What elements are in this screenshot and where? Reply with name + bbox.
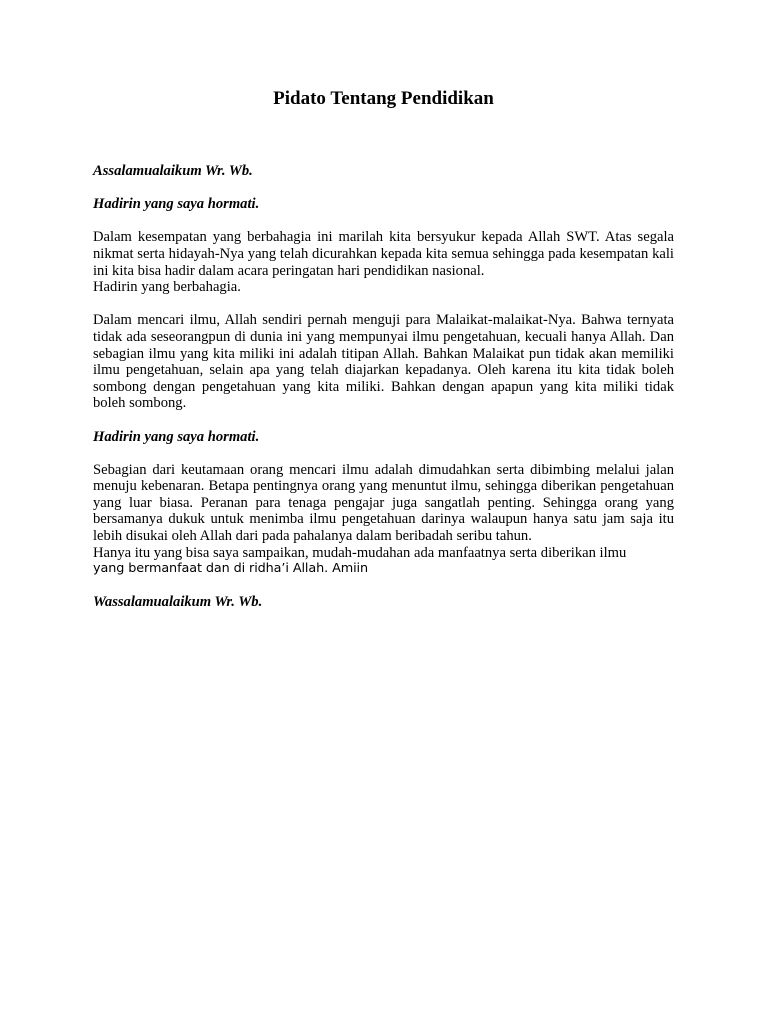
salutation-1: Hadirin yang saya hormati. bbox=[93, 196, 260, 213]
spacer bbox=[93, 296, 674, 313]
paragraph-4-main: Hanya itu yang bisa saya sampaikan, mudah-mudahan ada manfaatnya serta diberikan ilmu bbox=[93, 544, 627, 561]
paragraph-2: Dalam mencari ilmu, Allah sendiri pernah menguji para Malaikat-malaikat-Nya. Bahwa ternyata tidak ada seseorangpun di dunia ini yang mempunyai ilmu pengetahuan, kecuali hanya Allah. Dan sebagian ilmu yang kita miliki ini adalah titipan Allah. Bahkan Malaikat pun tidak akan memiliki ilmu pengetahuan, selain apa yang telah diajarkan kepadanya. Oleh karena itu kita tidak boleh sombong dengan pengetahuan yang kita miliki. Bahkan dengan apapun yang kita miliki tidak boleh sombong. bbox=[93, 312, 674, 412]
closing: Wassalamualaikum Wr. Wb. bbox=[93, 594, 263, 611]
spacer bbox=[93, 578, 674, 595]
spacer bbox=[93, 180, 674, 197]
spacer bbox=[93, 445, 674, 462]
salutation-2: Hadirin yang saya hormati. bbox=[93, 428, 260, 445]
greeting: Assalamualaikum Wr. Wb. bbox=[93, 163, 253, 179]
spacer bbox=[93, 412, 674, 429]
document-title: Pidato Tentang Pendidikan bbox=[273, 88, 494, 109]
paragraph-4-tail: yang bermanfaat dan di ridha’i Allah. Amiin bbox=[93, 561, 369, 577]
paragraph-1-tail: Hadirin yang berbahagia. bbox=[93, 279, 241, 296]
spacer bbox=[93, 213, 674, 230]
paragraph-1: Dalam kesempatan yang berbahagia ini marilah kita bersyukur kepada Allah SWT. Atas segala nikmat serta hidayah-Nya yang telah dicurahkan kepada kita semua sehingga pada kesempatan kali ini kita bisa hadir dalam acara peringatan hari pendidikan nasional. bbox=[93, 229, 674, 279]
paragraph-3: Sebagian dari keutamaan orang mencari ilmu adalah dimudahkan serta dibimbing melalui jalan menuju kebenaran. Betapa pentingnya orang yang menuntut ilmu, sehingga diberikan pengetahuan yang luar biasa. Peranan para tenaga pengajar juga sangatlah penting. Sehingga orang yang bersamanya dukuk untuk menimba ilmu pengetahuan darinya walaupun hanya satu jam saja itu lebih disukai oleh Allah dari pada pahalanya dalam beribadah seribu tahun. bbox=[93, 461, 674, 545]
document-page bbox=[93, 85, 674, 611]
